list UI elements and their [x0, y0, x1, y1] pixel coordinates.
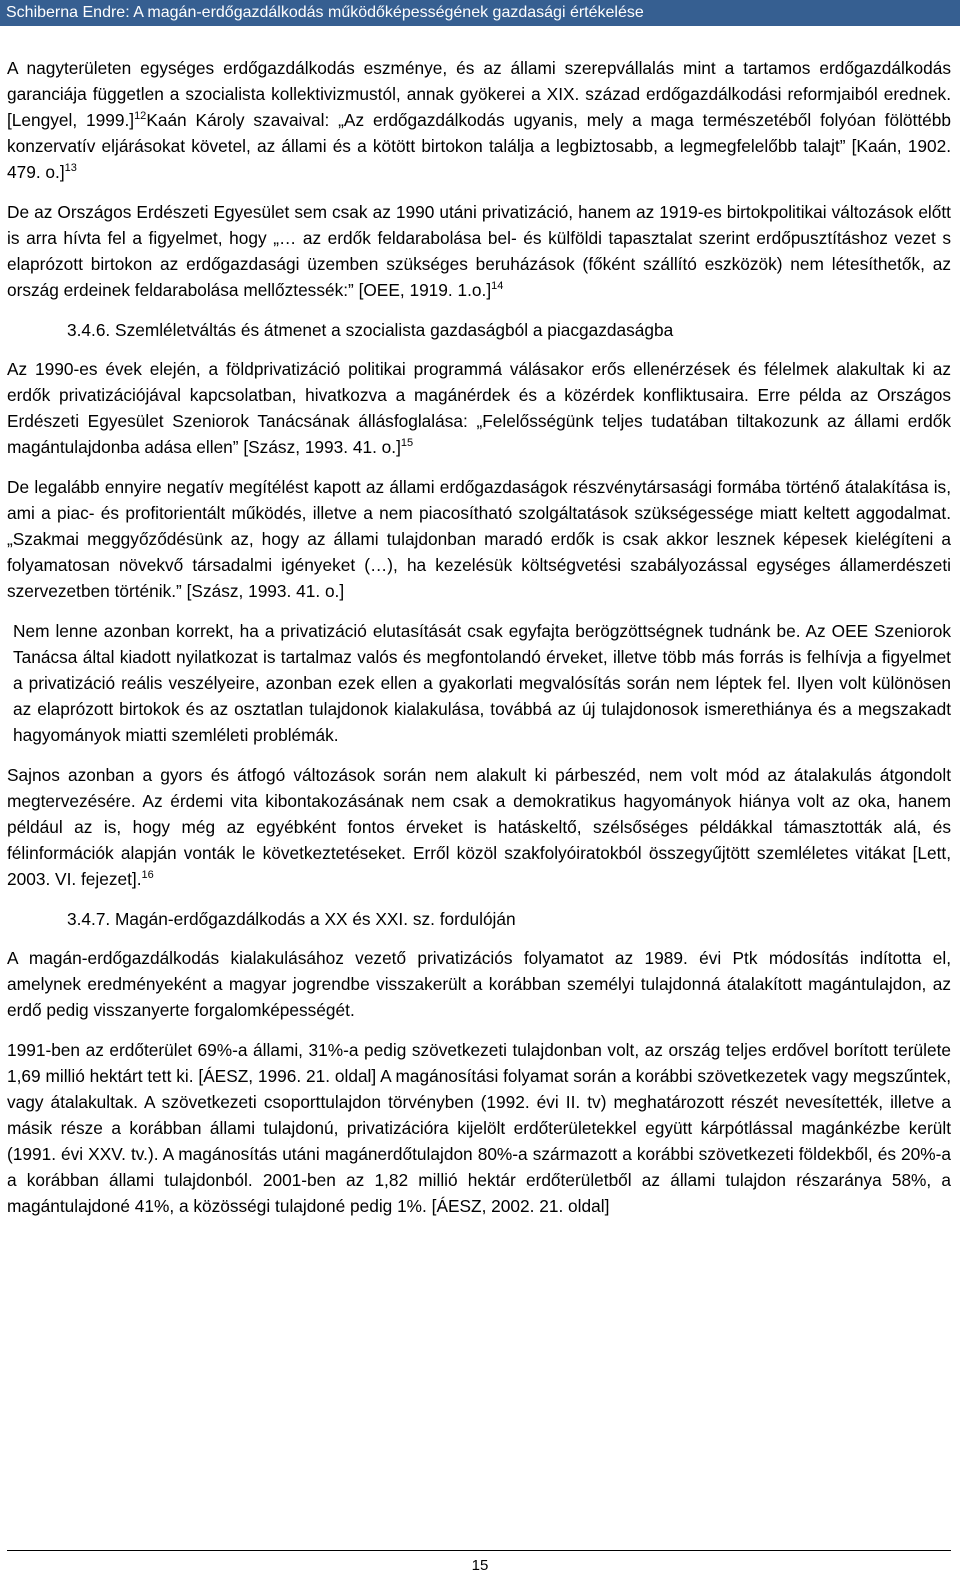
paragraph: [7, 55, 951, 185]
paragraph: Nem lenne azonban korrekt, ha a privatizáció elutasítását csak egyfajta berögzöttségnek tudnánk be. Az OEE Szeniorok Tanácsa által kiadott nyilatkozat is tartalmaz valós és megfontolandó érveket, illetve több más forrás is felhívja a figyelmet a privatizáció reális veszélyeire, azonban ezek ellen a gyakorlati megvalósítás során nem léptek fel. Ilyen volt különösen az elaprózott birtokok és az osztatlan tulajdonok kialakulása, továbbá az új tulajdonosok ismerethiánya és a megszakadt hagyományok miatti szemléleti problémák.: [13, 621, 951, 745]
footnote-ref[interactable]: 16: [141, 869, 154, 882]
footnote-ref[interactable]: 13: [64, 162, 77, 175]
header-title: Schiberna Endre: A magán-erdőgazdálkodás működőképességének gazdasági értékelése: [6, 4, 644, 21]
section-heading: 3.4.6. Szemléletváltás és átmenet a szocialista gazdaságból a piacgazdaságba: [67, 320, 674, 340]
paragraph-text: De az Országos Erdészeti Egyesület sem csak az 1990 utáni privatizáció, hanem az 1919-es birtokpolitikai változások előtt is arra hívta fel a figyelmet, hogy „… az erdők feldarabolása bel- és külföldi tapasztalat szerint erdőpusztításhoz vezet s elaprózott birtokon az erdőgazdasági üzemben szükséges beruházások (főként szállító eszközök) nem létesíthetők, az ország erdeinek feldarabolása mellőztessék:” [OEE, 1919. 1.o.]: [7, 202, 951, 300]
section-heading: 3.4.7. Magán-erdőgazdálkodás a XX és XXI. sz. fordulóján: [67, 909, 516, 929]
paragraph: [7, 356, 951, 460]
paragraph: A magán-erdőgazdálkodás kialakulásához vezető privatizációs folyamatot az 1989. évi Ptk módosítás indította el, amelynek eredményeként a magyar jogrendbe visszakerült a korábban személyi tulajdonná átalakított magántulajdon, az erdő pedig visszanyerte forgalomképességét.: [7, 948, 951, 1020]
paragraph: [7, 199, 951, 303]
paragraph-text: Kaán Károly szavaival: „Az erdőgazdálkodás ugyanis, mely a maga természetéből folyóan fölöttébb konzervatív eljárásokat követel, az állami és a kötött birtokon találja a legbiztosabb, a legmegfelelőbb talajt” [Kaán, 1902. 479. o.]: [7, 110, 951, 182]
footnote-ref[interactable]: 15: [400, 437, 414, 450]
footer-divider: [7, 1550, 951, 1551]
document-body: [7, 55, 951, 1233]
paragraph-text: Az 1990-es évek elején, a földprivatizáció politikai programmá válásakor erős ellenérzések és félelmek alakultak ki az erdők privatizációjával kapcsolatban, hivatkozva a magánérdek és a közérdek konfliktusaira. Erre példa az Országos Erdészeti Egyesület Szeniorok Tanácsának állásfoglalása: „Felelősségünk teljes tudatában tiltakozunk az állami erdők magántulajdonba adása ellen” [Szász, 1993. 41. o.]: [7, 359, 951, 457]
paragraph: [7, 762, 951, 892]
paragraph-text: Sajnos azonban a gyors és átfogó változások során nem alakult ki párbeszéd, nem volt mód az átalakulás átgondolt megtervezésére. Az érdemi vita kibontakozásának nem csak a demokratikus hagyományok hiánya volt az oka, hanem például az is, hogy még az egyébként fontos érveket is hatáskeltő, szélsőséges példákkal támasztották alá, és félinformációk alapján vonták le következtetéseket. Erről közöl szakfolyóiratokból összegyűjtött szemléletes vitákat [Lett, 2003. VI. fejezet].: [7, 765, 951, 889]
paragraph-text: A nagyterületen egységes erdőgazdálkodás eszménye, és az állami szerepvállalás mint a tartamos erdőgazdálkodás garanciája független a szocialista kollektivizmustól, annak gyökerei a XIX. század erdőgazdálkodási reformjaiból erednek. [Lengyel, 1999.]: [7, 58, 951, 130]
paragraph: De legalább ennyire negatív megítélést kapott az állami erdőgazdaságok részvénytársasági formába történő átalakítása is, ami a piac- és profitorientált működés, illetve a nem piacosítható szolgáltatások szükségessége miatt keltett aggodalmat. „Szakmai meggyőződésünk az, hogy az állami tulajdonban maradó erdők is csak akkor lesznek képesek kielégíteni a folyamatosan növekvő társadalmi igényeket (…), ha kezelésük költségvetési szabályozással egységes államerdészeti szervezetben történik.” [Szász, 1993. 41. o.]: [7, 477, 951, 601]
footnote-ref[interactable]: 14: [491, 280, 504, 293]
running-header: [0, 0, 960, 26]
page-number: 15: [471, 1557, 489, 1574]
paragraph: 1991-ben az erdőterület 69%-a állami, 31%-a pedig szövetkezeti tulajdonban volt, az ország teljes erdővel borított területe 1,69 millió hektárt tett ki. [ÁESZ, 1996. 21. oldal] A magánosítási folyamat során a korábbi szövetkezetek vagy megszűntek, vagy átalakultak. A szövetkezeti csoporttulajdon törvényben (1992. évi II. tv) meghatározott részét nevesítették, illetve a másik része a korábban állami tulajdonú, privatizációra kijelölt erdőterületekkel együtt kárpótlással magánkézbe került (1991. évi XXV. tv.). A magánosítás utáni magánerdőtulajdon 80%-a származott a korábbi szövetkezeti földekből, és 20%-a a korábban állami tulajdonból. 2001-ben az 1,82 millió hektár erdőterületből az állami tulajdon részaránya 58%, a magántulajdoné 41%, a közösségi tulajdoné pedig 1%. [ÁESZ, 2002. 21. oldal]: [7, 1040, 951, 1216]
footnote-ref[interactable]: 12: [134, 110, 147, 123]
